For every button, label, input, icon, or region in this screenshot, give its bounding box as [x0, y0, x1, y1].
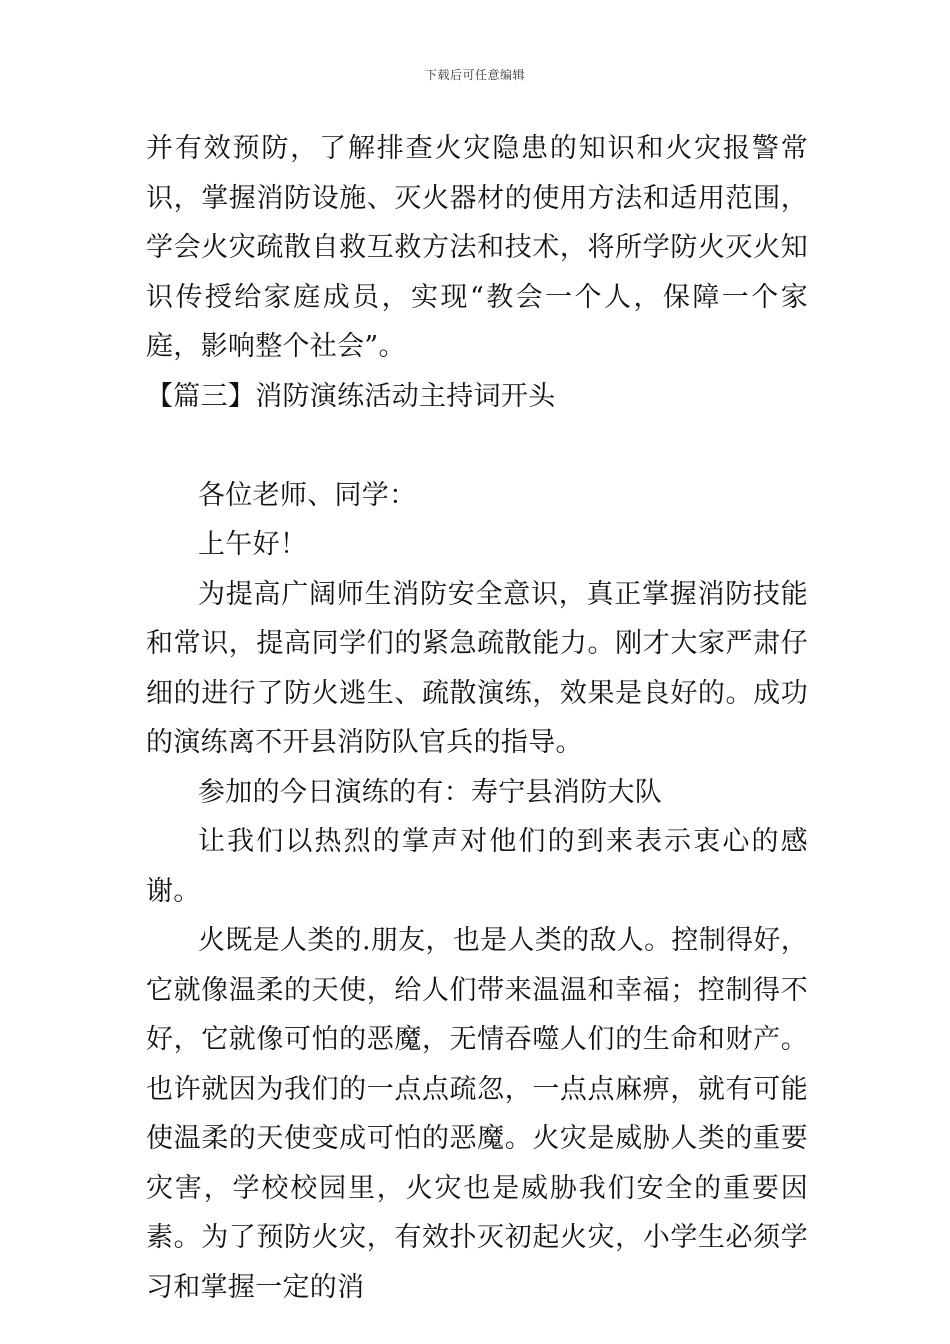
blank-line [146, 421, 808, 471]
paragraph-participants: 参加的今日演练的有：寿宁县消防大队 [198, 776, 663, 808]
paragraph-thanks: 让我们以热烈的掌声对他们的到来表示衷心的感谢。 [146, 826, 808, 907]
document-body [146, 124, 808, 1312]
paragraph-intro: 为提高广阔师生消防安全意识，真正掌握消防技能和常识，提高同学们的紧急疏散能力。刚才大家严肃仔细的进行了防火逃生、疏散演练，效果是良好的。成功的演练离不开县消防队官兵的指导。 [146, 578, 808, 758]
header-note: 下载后可任意编辑 [424, 68, 525, 82]
greeting: 上午好！ [198, 529, 308, 560]
paragraph-fire: 火既是人类的.朋友，也是人类的敌人。控制得好，它就像温柔的天使，给人们带来温温和幸福；控制得不好，它就像可怕的恶魔，无情吞噬人们的生命和财产。也许就因为我们的一点点疏忽，一点点麻痹，就有可能使温柔的天使变成可怕的恶魔。火灾是威胁人类的重要灾害，学校校园里，火灾也是威胁我们安全的重要因素。为了预防火灾，有效扑灭初起火灾，小学生必须学习和掌握一定的消 [146, 925, 808, 1303]
salutation: 各位老师、同学： [198, 479, 417, 511]
section-heading: 【篇三】消防演练活动主持词开头 [146, 380, 556, 412]
paragraph-continuation: 并有效预防，了解排查火灾隐患的知识和火灾报警常识，掌握消防设施、灭火器材的使用方法和适用范围，学会火灾疏散自救互救方法和技术，将所学防火灭火知识传授给家庭成员，实现“教会一个人，保障一个家庭，影响整个社会”。 [146, 133, 808, 362]
